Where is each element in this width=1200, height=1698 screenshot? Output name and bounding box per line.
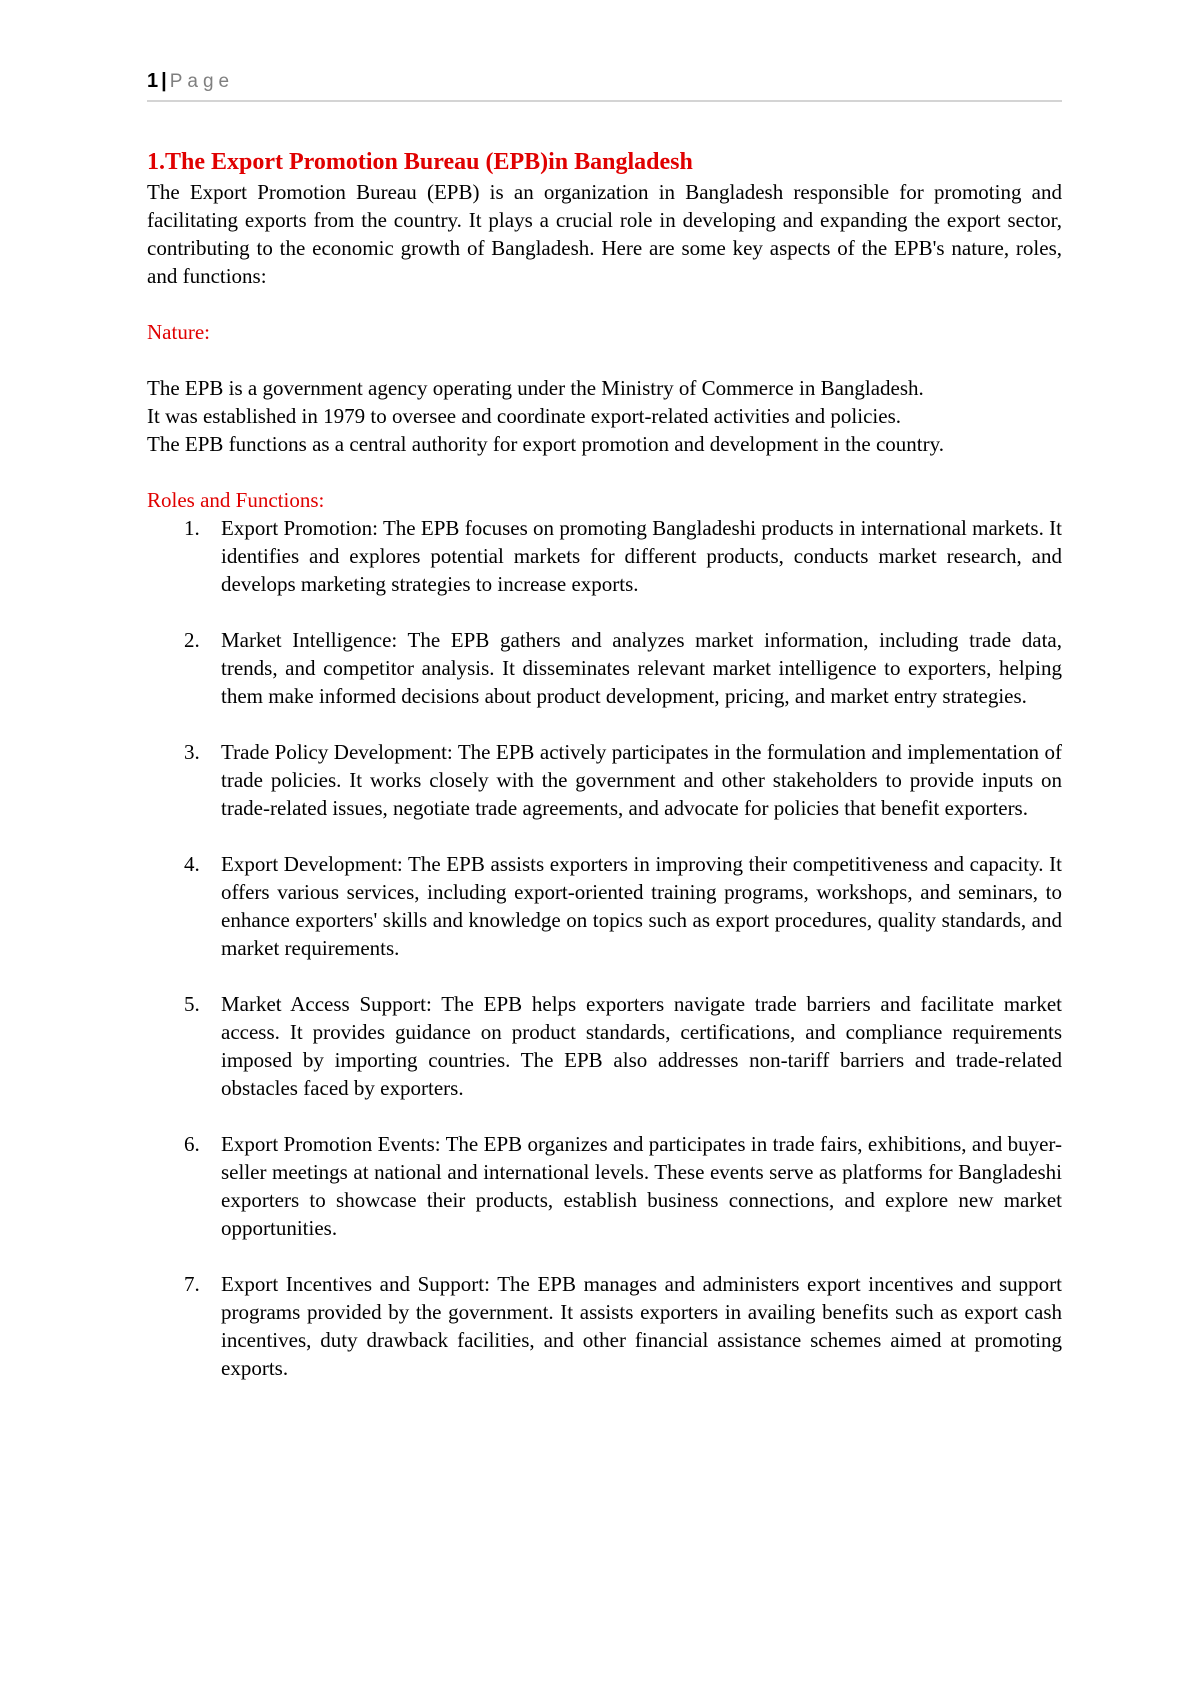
list-item-text: Export Promotion: The EPB focuses on promoting Bangladeshi products in international markets. It identifies and explores potential markets for different products, conducts market research, and develops marketing strategies to increase exports. (221, 516, 1062, 596)
list-item (147, 850, 1062, 962)
list-item-text: Export Promotion Events: The EPB organizes and participates in trade fairs, exhibitions, and buyer-seller meetings at national and international levels. These events serve as platforms for Bangladeshi exporters to showcase their products, establish business connections, and explore new market opportunities. (221, 1132, 1062, 1240)
nature-line: The EPB functions as a central authority for export promotion and development in the country. (147, 432, 945, 456)
document-title: 1.The Export Promotion Bureau (EPB)in Bangladesh (147, 149, 693, 175)
roles-heading: Roles and Functions: (147, 488, 325, 512)
list-item (147, 626, 1062, 710)
list-item-text: Trade Policy Development: The EPB actively participates in the formulation and implementation of trade policies. It works closely with the government and other stakeholders to provide inputs on trade-related issues, negotiate trade agreements, and advocate for policies that benefit exporters. (221, 740, 1062, 820)
list-number: 6. (184, 1132, 200, 1156)
list-number: 4. (184, 852, 200, 876)
list-item (147, 514, 1062, 598)
page-label: Page (169, 71, 235, 92)
spacer (147, 458, 1062, 486)
list-item (147, 738, 1062, 822)
nature-line: It was established in 1979 to oversee and coordinate export-related activities and policies. (147, 404, 902, 428)
list-item (147, 990, 1062, 1102)
nature-line: The EPB is a government agency operating under the Ministry of Commerce in Bangladesh. (147, 376, 924, 400)
list-number: 1. (184, 516, 200, 540)
list-item (147, 1270, 1062, 1382)
roles-list (147, 514, 1062, 1382)
spacer (147, 290, 1062, 318)
list-item-text: Export Development: The EPB assists exporters in improving their competitiveness and capacity. It offers various services, including export-oriented training programs, workshops, and seminars, to enhance exporters' skills and knowledge on topics such as export procedures, quality standards, and market requirements. (221, 852, 1062, 960)
list-number: 2. (184, 628, 200, 652)
list-item-text: Market Intelligence: The EPB gathers and analyzes market information, including trade data, trends, and competitor analysis. It disseminates relevant market intelligence to exporters, helping them make informed decisions about product development, pricing, and market entry strategies. (221, 628, 1062, 708)
page-header (147, 70, 1062, 102)
list-number: 7. (184, 1272, 200, 1296)
spacer (147, 346, 1062, 374)
nature-section (147, 374, 1062, 458)
nature-heading: Nature: (147, 320, 210, 344)
list-number: 5. (184, 992, 200, 1016)
header-separator: | (161, 70, 167, 92)
list-item-text: Export Incentives and Support: The EPB manages and administers export incentives and support programs provided by the government. It assists exporters in availing benefits such as export cash incentives, duty drawback facilities, and other financial assistance schemes aimed at promoting exports. (221, 1272, 1062, 1380)
list-item-text: Market Access Support: The EPB helps exporters navigate trade barriers and facilitate market access. It provides guidance on product standards, certifications, and compliance requirements imposed by importing countries. The EPB also addresses non-tariff barriers and trade-related obstacles faced by exporters. (221, 992, 1062, 1100)
list-number: 3. (184, 740, 200, 764)
intro-paragraph: The Export Promotion Bureau (EPB) is an organization in Bangladesh responsible for promoting and facilitating exports from the country. It plays a crucial role in developing and expanding the export sector, contributing to the economic growth of Bangladesh. Here are some key aspects of the EPB's nature, roles, and functions: (147, 180, 1062, 288)
document-body (147, 146, 1062, 1410)
list-item (147, 1130, 1062, 1242)
page-number: 1 (147, 70, 159, 92)
